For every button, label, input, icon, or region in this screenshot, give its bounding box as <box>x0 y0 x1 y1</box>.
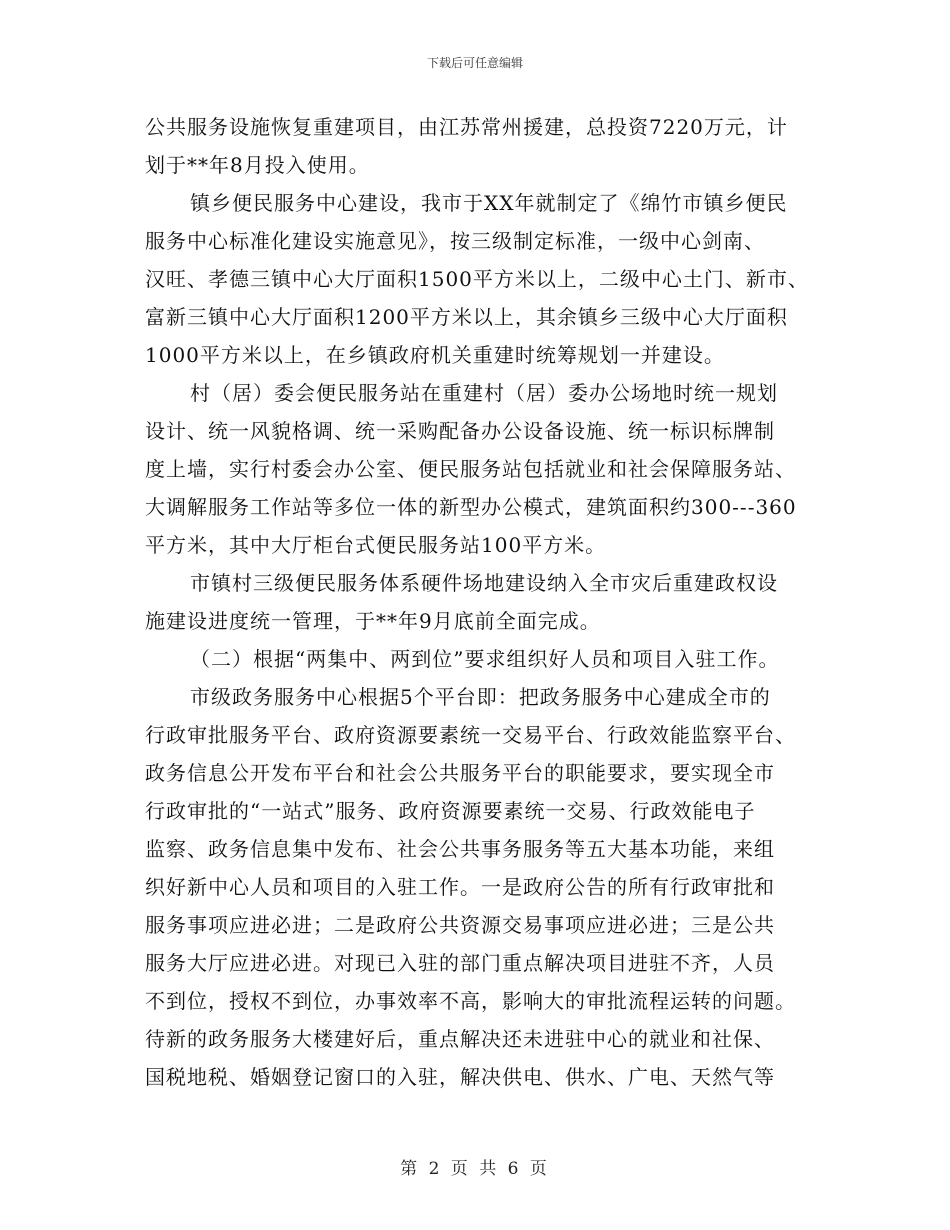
text-line: 市镇村三级便民服务体系硬件场地建设纳入全市灾后重建政权设 <box>190 571 778 595</box>
text-line: 平方米，其中大厅柜台式便民服务站100平方米。 <box>145 533 607 557</box>
text-line: 服务事项应进必进；二是政府公共资源交易事项应进必进；三是公共 <box>145 913 775 937</box>
text-line: 划于**年8月投入使用。 <box>145 153 370 177</box>
text-line: 汉旺、孝德三镇中心大厅面积1500平方米以上，二级中心土门、新市、 <box>145 267 809 291</box>
text-line: 市级政务服务中心根据5个平台即：把政务服务中心建成全市的 <box>190 685 771 709</box>
text-line: 不到位，授权不到位，办事效率不高，影响大的审批流程运转的问题。 <box>145 989 796 1013</box>
text-line: 镇乡便民服务中心建设，我市于XX年就制定了《绵竹市镇乡便民 <box>190 191 788 215</box>
text-line: 富新三镇中心大厅面积1200平方米以上，其余镇乡三级中心大厅面积 <box>145 305 788 329</box>
section-heading: （二）根据“两集中、两到位”要求组织好人员和项目入驻工作。 <box>190 647 780 671</box>
text-line: 村（居）委会便民服务站在重建村（居）委办公场地时统一规划 <box>190 381 778 405</box>
text-line: 度上墙，实行村委会办公室、便民服务站包括就业和社会保障服务站、 <box>145 457 796 481</box>
text-line: 待新的政务服务大楼建好后，重点解决还未进驻中心的就业和社保、 <box>145 1027 775 1051</box>
text-line: 1000平方米以上，在乡镇政府机关重建时统筹规划一并建设。 <box>145 343 725 367</box>
page-header: 下载后可任意编辑 <box>426 56 523 70</box>
text-line: 设计、统一风貌格调、统一采购配备办公设备设施、统一标识标牌制 <box>145 419 775 443</box>
text-line: 国税地税、婚姻登记窗口的入驻，解决供电、供水、广电、天然气等 <box>145 1065 775 1089</box>
text-line: 监察、政务信息集中发布、社会公共事务服务等五大基本功能，来组 <box>145 837 775 861</box>
text-line: 大调解服务工作站等多位一体的新型办公模式，建筑面积约300---360 <box>145 495 797 519</box>
text-line: 政务信息公开发布平台和社会公共服务平台的职能要求，要实现全市 <box>145 761 775 785</box>
text-line: 行政审批服务平台、政府资源要素统一交易平台、行政效能监察平台、 <box>145 723 796 747</box>
page-footer: 第 2 页 共 6 页 <box>400 1159 550 1179</box>
text-line: 服务大厅应进必进。对现已入驻的部门重点解决项目进驻不齐，人员 <box>145 951 775 975</box>
text-line: 织好新中心人员和项目的入驻工作。一是政府公告的所有行政审批和 <box>145 875 775 899</box>
text-line: 服务中心标准化建设实施意见》，按三级制定标准，一级中心剑南、 <box>145 229 765 253</box>
text-line: 行政审批的“一站式”服务、政府资源要素统一交易、行政效能电子 <box>145 799 756 823</box>
text-line: 公共服务设施恢复重建项目，由江苏常州援建，总投资7220万元，计 <box>145 115 788 139</box>
text-line: 施建设进度统一管理，于**年9月底前全面完成。 <box>145 609 601 633</box>
document-body <box>145 108 809 1096</box>
